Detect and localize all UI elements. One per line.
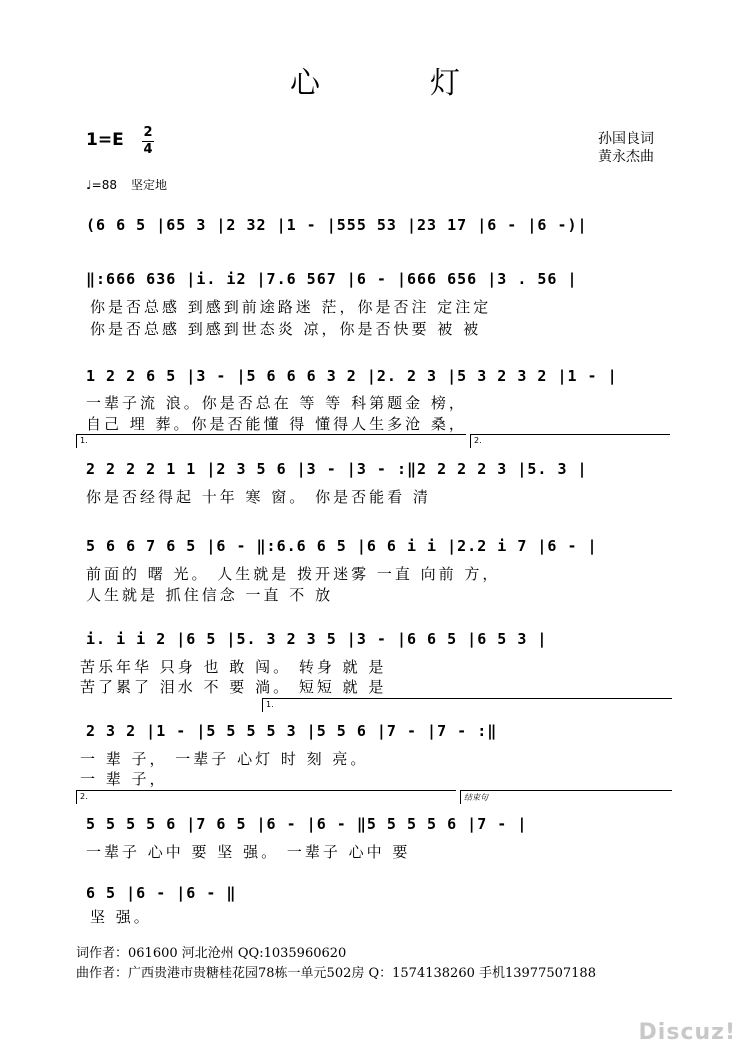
tempo-marking: 坚定地 [130, 178, 167, 192]
staff-row-3: 1 2 2 6 5 |3 - |5 6 6 6 3 2 |2. 2 3 |5 3 2 3 2 |1 - | [86, 367, 618, 385]
lyricist-info: 词作者：061600 河北沧州 QQ:1035960620 [76, 946, 347, 961]
composer-info: 曲作者：广西贵港市贵糖桂花园78栋一单元502房 Q：1574138260 手机13977507188 [76, 966, 596, 981]
time-signature-bottom: 4 [143, 142, 153, 157]
lyric-row-7-verse-2: 一 辈 子， [80, 770, 168, 788]
ending-bracket [460, 790, 672, 791]
staff-row-2: ‖:666 636 |i. i2 |7.6 567 |6 - |666 656 |3 . 56 | [86, 270, 578, 288]
lyric-row-3-verse-2: 自己 埋 葬。你是否能懂 得 懂得人生多沧 桑， [86, 415, 467, 433]
time-signature [142, 126, 154, 157]
volta-label-2: 2. [474, 436, 482, 445]
staff-row-5: 5 6 6 7 6 5 |6 - ‖:6.6 6 5 |6 6 i i |2.2 i 7 |6 - | [86, 537, 598, 555]
lyric-row-2-verse-1: 你是否总感 到感到前途路迷 茫，你是否注 定注定 [90, 298, 492, 316]
lyricist-credit: 孙国良词 [598, 131, 654, 147]
staff-row-4: 2 2 2 2 1 1 |2 3 5 6 |3 - |3 - :‖2 2 2 2 3 |5. 3 | [86, 460, 588, 478]
watermark: Discuz! [638, 1020, 736, 1045]
lyric-row-5-verse-1: 前面的 曙 光。 人生就是 拨开迷雾 一直 向前 方， [86, 565, 501, 583]
lyric-row-8: 一辈子 心中 要 坚 强。 一辈子 心中 要 [86, 843, 411, 861]
staff-row-7: 2 3 2 |1 - |5 5 5 5 3 |5 5 6 |7 - |7 - :‖ [86, 722, 498, 740]
volta-bracket-row-8 [76, 790, 456, 791]
tempo [86, 176, 167, 193]
volta-label-row-8: 2. [80, 792, 88, 801]
volta-label-1: 1. [80, 436, 88, 445]
volta-label-row-7: 1. [266, 700, 274, 709]
lyric-row-5-verse-2: 人生就是 抓住信念 一直 不 放 [86, 586, 334, 604]
ending-label: 结束句 [464, 793, 488, 802]
lyric-row-4: 你是否经得起 十年 寒 窗。 你是否能看 清 [86, 488, 431, 506]
volta-bracket-row-8-edge [76, 790, 77, 804]
volta-bracket-row-7 [262, 698, 672, 699]
page-title: 心灯 [290, 66, 570, 101]
volta-bracket-1-edge [76, 434, 77, 448]
lyric-row-3-verse-1: 一辈子流 浪。你是否总在 等 等 科第题金 榜， [86, 394, 467, 412]
volta-bracket-row-7-edge [262, 698, 263, 712]
key-signature: 1=E [86, 130, 124, 150]
volta-bracket-2 [470, 434, 670, 435]
staff-row-6: i. i i 2 |6 5 |5. 3 2 3 5 |3 - |6 6 5 |6 5 3 | [86, 630, 548, 648]
lyric-row-9: 坚 强。 [90, 908, 152, 926]
lyric-row-6-verse-1: 苦乐年华 只身 也 敢 闯。 转身 就 是 [80, 658, 387, 676]
staff-row-8: 5 5 5 5 6 |7 6 5 |6 - |6 - ‖5 5 5 5 6 |7 - | [86, 815, 528, 833]
lyric-row-6-verse-2: 苦了累了 泪水 不 要 淌。 短短 就 是 [80, 678, 387, 696]
lyric-row-7-verse-1: 一 辈 子， 一辈子 心灯 时 刻 亮。 [80, 750, 369, 768]
volta-bracket-1 [76, 434, 466, 435]
composer-credit: 黄永杰曲 [598, 149, 654, 165]
ending-bracket-edge [460, 790, 461, 804]
volta-bracket-2-edge [470, 434, 471, 448]
staff-row-1: (6 6 5 |65 3 |2 32 |1 - |555 53 |23 17 |6 - |6 -)| [86, 216, 588, 234]
tempo-value: ♩=88 [86, 178, 117, 192]
time-signature-top: 2 [143, 125, 153, 140]
lyric-row-2-verse-2: 你是否总感 到感到世态炎 凉，你是否快要 被 被 [90, 320, 482, 338]
staff-row-9: 6 5 |6 - |6 - ‖ [86, 884, 237, 902]
